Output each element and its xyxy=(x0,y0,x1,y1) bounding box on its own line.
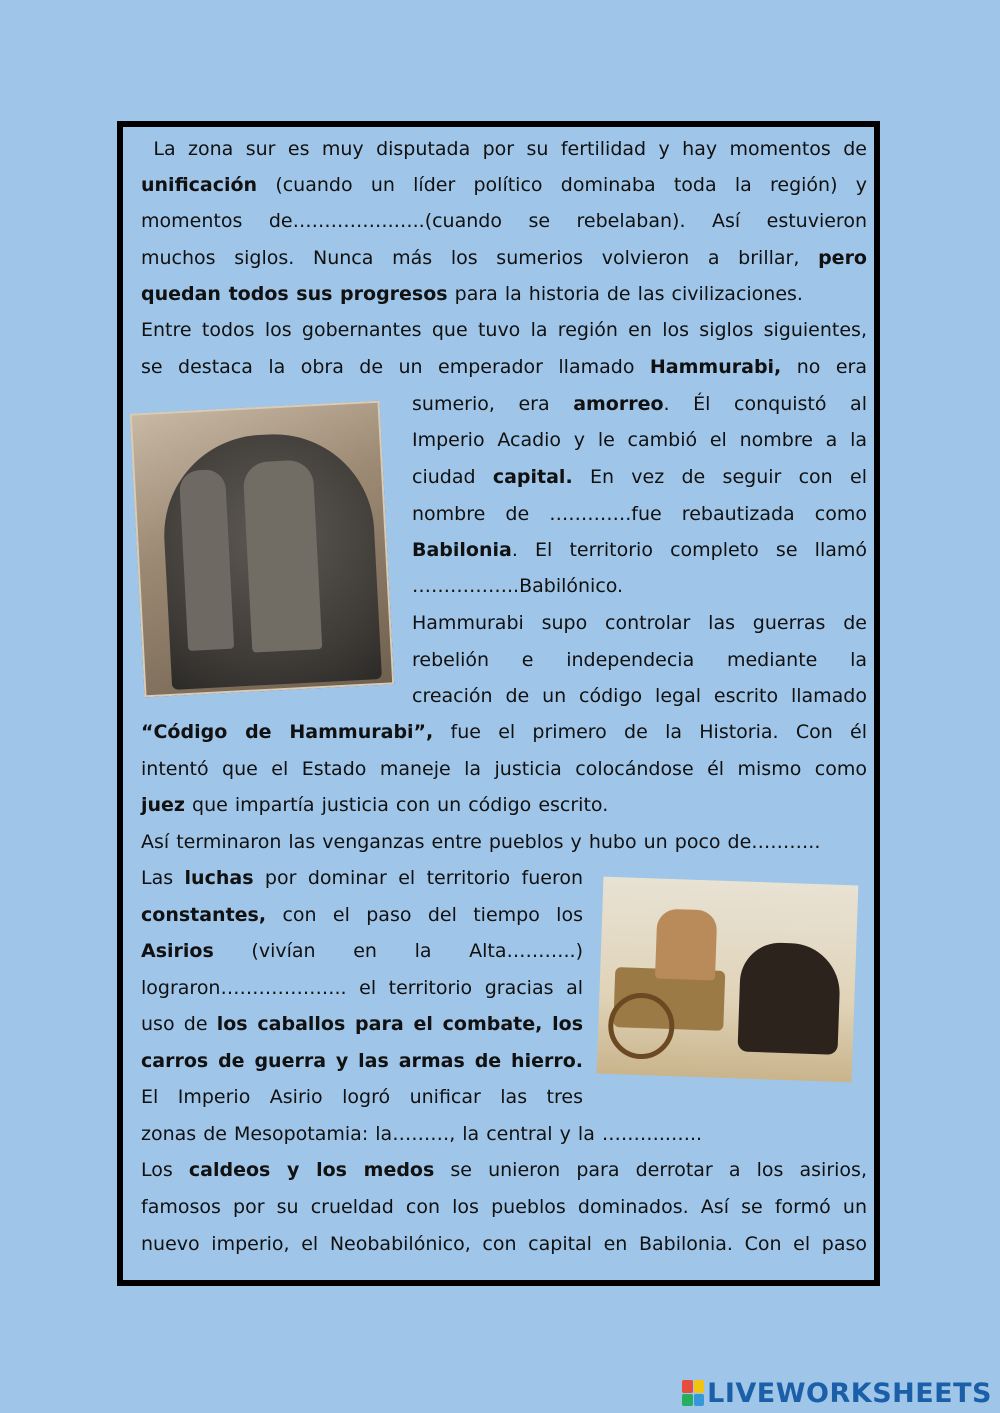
text-line-23: Asirios (vivían en la Alta………..) xyxy=(141,940,583,962)
text-line-2: unificación (cuando un líder político dominaba toda la región) y xyxy=(141,174,867,196)
text-line-30: famosos por su crueldad con los pueblos dominados. Así se formó un xyxy=(141,1196,867,1218)
text-line-28: zonas de Mesopotamia: la………, la central y la ………..….. xyxy=(141,1123,703,1145)
text-line-4: muchos siglos. Nunca más los sumerios volvieron a brillar, pero xyxy=(141,247,867,269)
text-line-16: creación de un código legal escrito llamado xyxy=(412,685,867,707)
liveworksheets-logo xyxy=(682,1376,992,1410)
text-line-7: se destaca la obra de un emperador llamado Hammurabi, no era xyxy=(141,356,868,378)
text-line-12: Babilonia. El territorio completo se llamó xyxy=(412,539,867,561)
text-line-20: Así terminaron las venganzas entre pueblos y hubo un poco de……….. xyxy=(141,831,821,853)
text-line-26: carros de guerra y las armas de hierro. xyxy=(141,1050,583,1072)
text-line-27: El Imperio Asirio logró unificar las tres xyxy=(141,1086,583,1108)
text-line-17: “Código de Hammurabi”, fue el primero de la Historia. Con él xyxy=(141,721,867,743)
text-line-13: ……………..Babilónico. xyxy=(412,575,624,597)
text-line-6: Entre todos los gobernantes que tuvo la región en los siglos siguientes, xyxy=(141,319,867,341)
assyrian-chariot-image xyxy=(597,877,859,1083)
text-line-21: Las luchas por dominar el territorio fueron xyxy=(141,867,583,889)
hammurabi-stele-image xyxy=(130,401,395,698)
text-line-31: nuevo imperio, el Neobabilónico, con capital en Babilonia. Con el paso xyxy=(141,1233,867,1255)
text-line-8: sumerio, era amorreo. Él conquistó al xyxy=(412,393,867,415)
logo-wordmark: LIVEWORKSHEETS xyxy=(707,1377,992,1409)
text-line-22: constantes, con el paso del tiempo los xyxy=(141,904,583,926)
text-line-9: Imperio Acadio y le cambió el nombre a la xyxy=(412,429,867,451)
text-line-1: La zona sur es muy disputada por su fertilidad y hay momentos de xyxy=(153,138,867,160)
text-line-25: uso de los caballos para el combate, los xyxy=(141,1013,584,1035)
text-line-11: nombre de ………….fue rebautizada como xyxy=(412,503,867,525)
text-line-19: juez que impartía justicia con un código escrito. xyxy=(141,794,609,816)
text-line-5: quedan todos sus progresos para la historia de las civilizaciones. xyxy=(141,283,803,305)
text-line-29: Los caldeos y los medos se unieron para derrotar a los asirios, xyxy=(141,1159,867,1181)
text-line-3: momentos de…………….…..(cuando se rebelaban). Así estuvieron xyxy=(141,210,867,232)
text-line-10: ciudad capital. En vez de seguir con el xyxy=(412,466,867,488)
text-line-15: rebelión e independecia mediante la xyxy=(412,649,867,671)
text-line-18: intentó que el Estado maneje la justicia colocándose él mismo como xyxy=(141,758,867,780)
text-line-24: lograron……………….. el territorio gracias al xyxy=(141,977,583,999)
logo-mark-icon xyxy=(682,1380,704,1406)
text-line-14: Hammurabi supo controlar las guerras de xyxy=(412,612,867,634)
